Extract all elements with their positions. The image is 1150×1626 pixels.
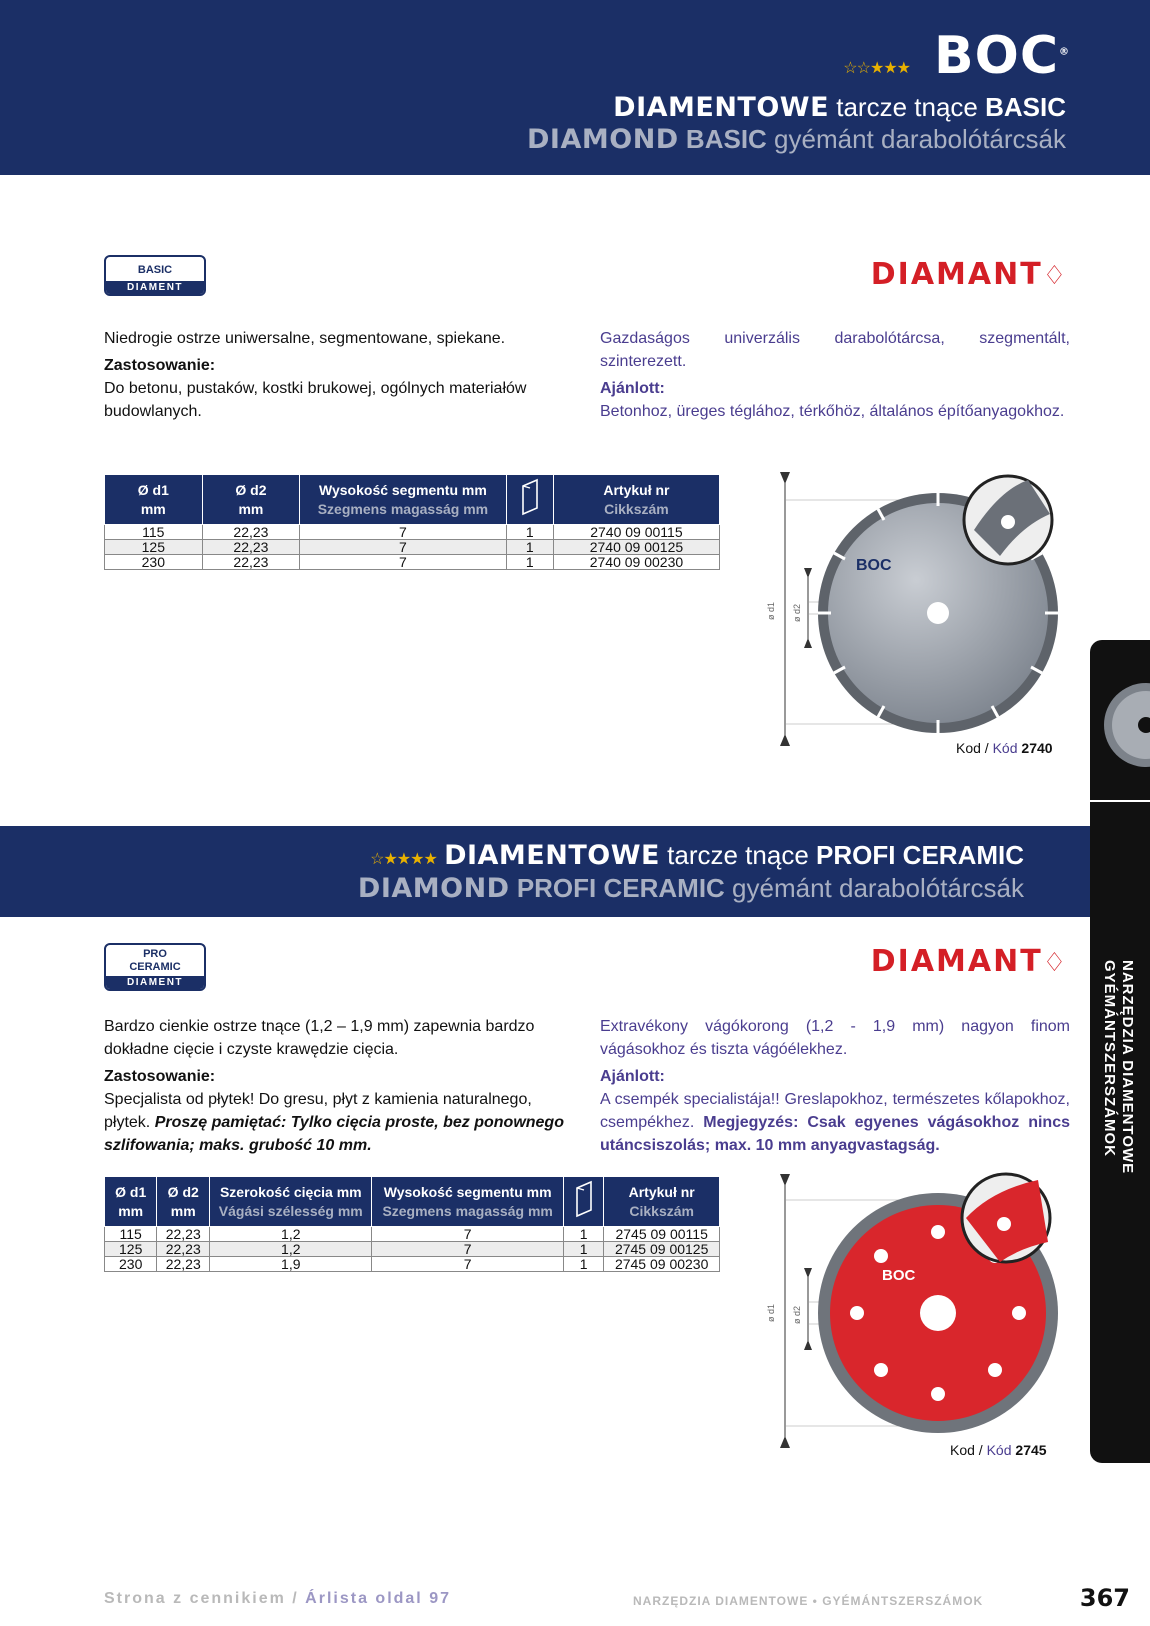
- brand-text-2: DIAMANT: [870, 944, 1043, 979]
- desc2-hu-label: Ajánlott:: [600, 1068, 665, 1085]
- basic-disc-illustration: [760, 470, 1090, 760]
- description-pl-2: [104, 1015, 574, 1157]
- disc-arbor-hole-2: [920, 1295, 956, 1331]
- table-cell: 7: [372, 1227, 563, 1242]
- section2-hu-big: DIAMOND: [357, 873, 510, 904]
- desc2-hu-use-text: A csempék specialistája!! Greslapokhoz, természetes kőlapokhoz, csempékhez.: [600, 1091, 1070, 1131]
- section2-hu-mid: PROFI CERAMIC: [509, 873, 725, 903]
- table-cell: 230: [105, 1257, 157, 1272]
- table-cell: 1: [563, 1257, 604, 1272]
- col-d1: Ø d1 mm: [105, 475, 203, 525]
- d1-label: ø d1: [766, 601, 776, 620]
- desc-pl-label: Zastosowanie:: [104, 357, 216, 374]
- table-cell: 1,2: [210, 1242, 372, 1257]
- badge-top-line2: CERAMIC: [129, 961, 181, 973]
- table-cell: 7: [372, 1257, 563, 1272]
- col-d1: Ø d1 mm: [105, 1177, 157, 1227]
- table-cell: 22,23: [202, 525, 300, 540]
- spec-table-ceramic: [104, 1176, 720, 1272]
- table-cell: 7: [372, 1242, 563, 1257]
- gem-icon: ♢: [1042, 261, 1068, 291]
- section2-hu-rest: gyémánt darabolótárcsák: [724, 873, 1024, 903]
- side-tab-text: [1092, 960, 1148, 1260]
- page-number: 367: [1079, 1584, 1130, 1612]
- brand-text: DIAMANT: [870, 257, 1043, 292]
- table-cell: 1: [506, 525, 553, 540]
- disc-logo-text-2: BOC: [882, 1267, 916, 1284]
- header-title-hu-rest: gyémánt darabolótárcsák: [766, 124, 1066, 154]
- table-cell: 2745 09 00125: [604, 1242, 720, 1257]
- table-row: [105, 525, 720, 540]
- table-cell: 1,2: [210, 1227, 372, 1242]
- table-cell: 230: [105, 555, 203, 570]
- section2-title-end: PROFI CERAMIC: [816, 840, 1024, 870]
- header-title-hu: [527, 124, 1066, 155]
- desc2-pl-use-text: Specjalista od płytek! Do gresu, płyt z kamienia naturalnego, płytek.: [104, 1091, 532, 1131]
- header-title-hu-big: DIAMOND: [527, 124, 679, 155]
- side-tab-divider: [1090, 800, 1150, 802]
- table-cell: 1: [563, 1242, 604, 1257]
- col-segment: Wysokość segmentu mm Szegmens magasság mm: [300, 475, 506, 525]
- d1-label-2: ø d1: [766, 1303, 776, 1322]
- desc-hu-label: Ajánlott:: [600, 380, 665, 397]
- badge-bottom-label: DIAMENT: [106, 281, 204, 294]
- desc-pl-use: Do betonu, pustaków, kostki brukowej, ogólnych materiałów budowlanych.: [104, 380, 527, 420]
- header-title-pl-big: DIAMENTOWE: [613, 92, 830, 123]
- col-pack: [506, 475, 553, 525]
- col-d2: Ø d2 mm: [202, 475, 300, 525]
- table-cell: 22,23: [157, 1227, 210, 1242]
- badge-top-line1: PRO: [143, 948, 167, 960]
- boc-logo: BOC®: [933, 26, 1070, 86]
- footer-left: [104, 1590, 451, 1608]
- pro-ceramic-badge: [104, 943, 206, 991]
- table-header-row: [105, 1177, 720, 1227]
- table-cell: 7: [300, 525, 506, 540]
- badge-top-label: BASIC: [137, 264, 173, 276]
- gem-icon-2: ♢: [1042, 948, 1068, 978]
- d2-label: ø d2: [792, 603, 802, 622]
- desc-pl-intro: Niedrogie ostrze uniwersalne, segmentowane, spiekane.: [104, 330, 506, 347]
- table-cell: 1,9: [210, 1257, 372, 1272]
- desc2-hu-intro: Extravékony vágókorong (1,2 - 1,9 mm) nagyon finom vágásokhoz és tiszta vágóélekhez.: [600, 1018, 1070, 1058]
- package-icon: [574, 1180, 594, 1218]
- description-hu: [600, 327, 1070, 423]
- table-cell: 2745 09 00115: [604, 1227, 720, 1242]
- col-article: Artykuł nr Cikkszám: [604, 1177, 720, 1227]
- disc-thumb-icon: [1094, 680, 1150, 770]
- table-cell: 125: [105, 540, 203, 555]
- kod-pl: Kod /: [956, 740, 993, 756]
- col-article: Artykuł nr Cikkszám: [553, 475, 719, 525]
- desc-hu-use: Betonhoz, üreges téglához, térkőhöz, általános építőanyagokhoz.: [600, 403, 1065, 420]
- table-cell: 7: [300, 555, 506, 570]
- footer-left-pl: Strona z cennikiem /: [104, 1590, 299, 1607]
- desc2-pl-use: [104, 1088, 574, 1157]
- header-band: [0, 0, 1150, 175]
- table-cell: 22,23: [157, 1257, 210, 1272]
- table-row: [105, 1242, 720, 1257]
- table-cell: 125: [105, 1242, 157, 1257]
- kod-num: 2740: [1017, 740, 1053, 756]
- basic-badge: [104, 255, 206, 296]
- table-cell: 115: [105, 1227, 157, 1242]
- table-cell: 1: [506, 555, 553, 570]
- side-tab-line2: GYÉMÁNTSZERSZÁMOK: [1101, 960, 1118, 1157]
- table-cell: 2740 09 00125: [553, 540, 719, 555]
- table-cell: 2740 09 00115: [553, 525, 719, 540]
- section2-title-big: DIAMENTOWE: [444, 840, 660, 871]
- desc2-pl-intro: Bardzo cienkie ostrze tnące (1,2 – 1,9 mm) zapewnia bardzo dokładne cięcie i czyste krawędzie cięcia.: [104, 1018, 535, 1058]
- ceramic-disc-illustration: [760, 1172, 1090, 1462]
- desc2-pl-note: Proszę pamiętać: Tylko cięcia proste, bez ponownego szlifowania; maks. grubość 10 mm.: [104, 1114, 564, 1154]
- col-pack: [563, 1177, 604, 1227]
- diamant-brand-logo-2: [871, 944, 1068, 979]
- code-label-2745: [950, 1442, 1047, 1458]
- header-title-pl: [613, 92, 1066, 123]
- col-cut-width: Szerokość cięcia mm Vágási szélesség mm: [210, 1177, 372, 1227]
- spec-table-basic: [104, 474, 720, 570]
- disc-arbor-hole: [927, 602, 949, 624]
- description-pl: [104, 327, 574, 423]
- boc-logo-text: BOC: [933, 26, 1059, 86]
- table-cell: 1: [563, 1227, 604, 1242]
- col-segment: Wysokość segmentu mm Szegmens magasság mm: [372, 1177, 563, 1227]
- rating-stars: ☆☆★★★: [843, 60, 910, 77]
- code-label-2740: [956, 740, 1053, 756]
- kod-hu-2: Kód: [986, 1442, 1012, 1458]
- table-row: [105, 540, 720, 555]
- table-cell: 22,23: [157, 1242, 210, 1257]
- footer-right: NARZĘDZIA DIAMENTOWE • GYÉMÁNTSZERSZÁMOK: [633, 1594, 984, 1608]
- kod-num-2: 2745: [1011, 1442, 1047, 1458]
- table-row: [105, 555, 720, 570]
- table-row: [105, 1227, 720, 1242]
- desc2-hu-use: [600, 1088, 1070, 1157]
- package-icon: [520, 478, 540, 516]
- description-hu-2: [600, 1015, 1070, 1157]
- section2-title-hu: [358, 873, 1024, 904]
- kod-pl-2: Kod /: [950, 1442, 987, 1458]
- table-cell: 2745 09 00230: [604, 1257, 720, 1272]
- table-row: [105, 1257, 720, 1272]
- section2-title-pl: [370, 840, 1024, 871]
- badge-bottom-label-2: DIAMENT: [106, 976, 204, 989]
- desc2-hu-note: Megjegyzés: Csak egyenes vágásokhoz nincs utáncsiszolás; max. 10 mm anyagvastagság.: [600, 1114, 1070, 1154]
- footer-left-hu: Árlista oldal 97: [305, 1590, 451, 1607]
- table-cell: 2740 09 00230: [553, 555, 719, 570]
- table-cell: 1: [506, 540, 553, 555]
- table-cell: 115: [105, 525, 203, 540]
- col-d2: Ø d2 mm: [157, 1177, 210, 1227]
- table-cell: 22,23: [202, 555, 300, 570]
- header-title-pl-rest: tarcze tnące: [829, 92, 986, 122]
- side-tab-line1: NARZĘDZIA DIAMENTOWE: [1119, 960, 1136, 1175]
- desc2-pl-label: Zastosowanie:: [104, 1068, 216, 1085]
- section2-band: [0, 826, 1090, 917]
- badge-top-stack: [106, 945, 204, 976]
- section2-stars: ☆★★★★: [370, 851, 437, 868]
- header-title-pl-end: BASIC: [985, 92, 1066, 122]
- diamant-brand-logo: [871, 257, 1068, 292]
- table-cell: 22,23: [202, 540, 300, 555]
- table-cell: 7: [300, 540, 506, 555]
- table-header-row: [105, 475, 720, 525]
- header-title-hu-mid: BASIC: [678, 124, 767, 154]
- section2-title-rest: tarcze tnące: [659, 840, 816, 870]
- desc-hu-intro: Gazdaságos univerzális darabolótárcsa, szegmentált, szinterezett.: [600, 330, 1070, 370]
- disc-logo-text: BOC: [856, 557, 892, 574]
- d2-label-2: ø d2: [792, 1305, 802, 1324]
- kod-hu: Kód: [992, 740, 1018, 756]
